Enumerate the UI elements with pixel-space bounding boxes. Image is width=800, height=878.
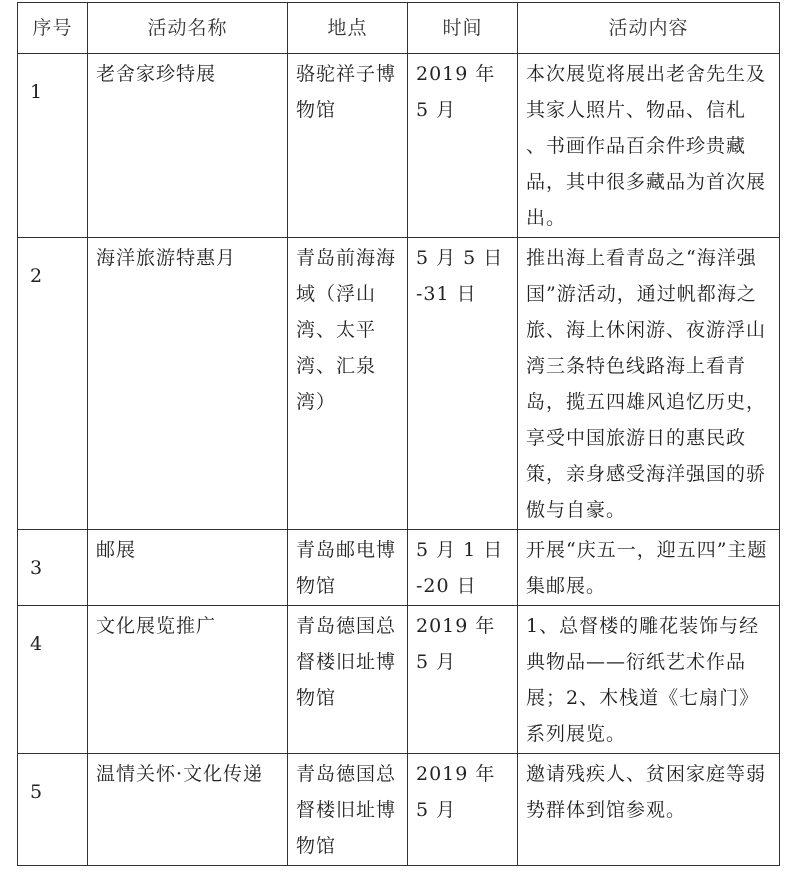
row-number: 5 [18,754,88,866]
activity-place: 青岛邮电博物馆 [288,530,408,606]
activity-content: 本次展览将展出老舍先生及其家人照片、物品、信札 、书画作品百余件珍贵藏品，其中很多藏品为首次展出。 [518,54,780,238]
row-number: 1 [18,54,88,238]
activity-place: 骆驼祥子博物馆 [288,54,408,238]
activity-name: 老舍家珍特展 [88,54,288,238]
header-name: 活动名称 [88,3,288,54]
header-content: 活动内容 [518,3,780,54]
activity-content: 推出海上看青岛之“海洋强国”游活动，通过帆都海之旅、海上休闲游、夜游浮山湾三条特色线路海上看青岛，揽五四雄风追忆历史，享受中国旅游日的惠民政策，亲身感受海洋强国的骄傲与自豪。 [518,238,780,530]
activity-content: 1、总督楼的雕花装饰与经典物品——衍纸艺术作品展；2、木栈道《七扇门》系列展览。 [518,606,780,754]
activity-time: 2019 年 5 月 [408,754,518,866]
table-row [18,530,780,606]
activity-time: 5 月 1 日 -20 日 [408,530,518,606]
activity-name: 邮展 [88,530,288,606]
activity-name: 海洋旅游特惠月 [88,238,288,530]
table-row [18,54,780,238]
activity-place: 青岛德国总督楼旧址博物馆 [288,754,408,866]
header-time: 时间 [408,3,518,54]
activity-name: 文化展览推广 [88,606,288,754]
table-row [18,238,780,530]
row-number: 2 [18,238,88,530]
activity-place: 青岛德国总督楼旧址博物馆 [288,606,408,754]
row-number: 4 [18,606,88,754]
table-row [18,754,780,866]
activity-content: 邀请残疾人、贫困家庭等弱势群体到馆参观。 [518,754,780,866]
activity-name: 温情关怀·文化传递 [88,754,288,866]
activity-table [17,2,780,866]
row-number: 3 [18,530,88,606]
table-header-row [18,3,780,54]
activity-content: 开展“庆五一，迎五四”主题集邮展。 [518,530,780,606]
activity-time: 2019 年 5 月 [408,54,518,238]
activity-time: 2019 年 5 月 [408,606,518,754]
activity-place: 青岛前海海域（浮山湾、太平湾、汇泉湾） [288,238,408,530]
header-no: 序号 [18,3,88,54]
table-row [18,606,780,754]
activity-time: 5 月 5 日 -31 日 [408,238,518,530]
header-place: 地点 [288,3,408,54]
